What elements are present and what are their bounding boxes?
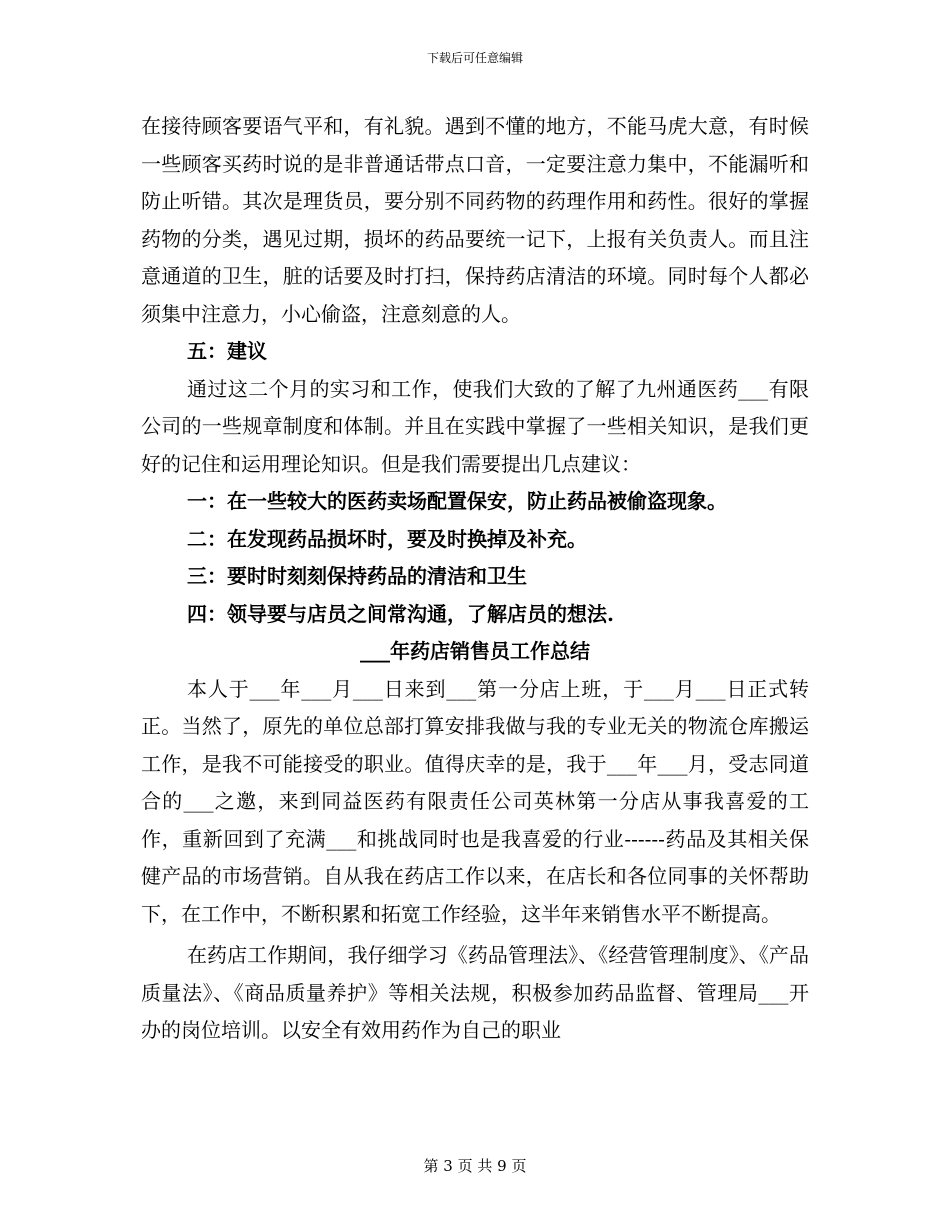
paragraph-reception: 在接待顾客要语气平和，有礼貌。遇到不懂的地方，不能马虎大意，有时候一些顾客买药时说的是非普通话带点口音，一定要注意力集中，不能漏听和防止听错。其次是理货员，要分别不同药物的药理作用和药性。很好的掌握药物的分类，遇见过期，损坏的药品要统一记下，上报有关负责人。而且注意通道的卫生，脏的话要及时打扫，保持药店清洁的环境。同时每个人都必须集中注意力，小心偷盗，注意刻意的人。 (141, 114, 809, 326)
suggestion-item-1: 一：在一些较大的医药卖场配置保安，防止药品被偷盗现象。 (187, 489, 727, 513)
page-footer: 第 3 页 共 9 页 (423, 1157, 527, 1175)
page-header: 下载后可任意编辑 (426, 51, 523, 65)
paragraph-suggestions-intro: 通过这二个月的实习和工作，使我们大致的了解了九州通医药___有限公司的一些规章制度和体制。并且在实践中掌握了一些相关知识，是我们更好的记住和运用理论知识。但是我们需要提出几点建议： (141, 376, 809, 476)
suggestion-item-2: 二：在发现药品损坏时，要及时换掉及补充。 (187, 526, 587, 551)
paragraph-work-start: 本人于___年___月___日来到___第一分店上班，于___月___日正式转正。当然了，原先的单位总部打算安排我做与我的专业无关的物流仓库搬运工作，是我不可能接受的职业。值得庆幸的是，我于___年___月，受志同道合的___之邀，来到同益医药有限责任公司英林第一分店从事我喜爱的工作，重新回到了充满___和挑战同时也是我喜爱的行业------药品及其相关保健产品的市场营销。自从我在药店工作以来，在店长和各位同事的关怀帮助下，在工作中，不断积累和拓宽工作经验，这半年来销售水平不断提高。 (141, 676, 809, 926)
suggestion-item-4: 四：领导要与店员之间常沟通，了解店员的想法. (187, 601, 614, 626)
suggestion-item-3: 三：要时时刻刻保持药品的清洁和卫生 (187, 564, 527, 588)
section-heading-suggestions: 五：建议 (187, 339, 267, 363)
document-body (141, 108, 809, 1050)
paragraph-study-regulations: 在药店工作期间，我仔细学习《药品管理法》、《经营管理制度》、《产品质量法》、《商品质量养护》等相关法规，积极参加药品监督、管理局___开办的岗位培训。以安全有效用药作为自己的职业 (141, 943, 809, 1042)
document-title: ___年药店销售员工作总结 (360, 639, 590, 663)
